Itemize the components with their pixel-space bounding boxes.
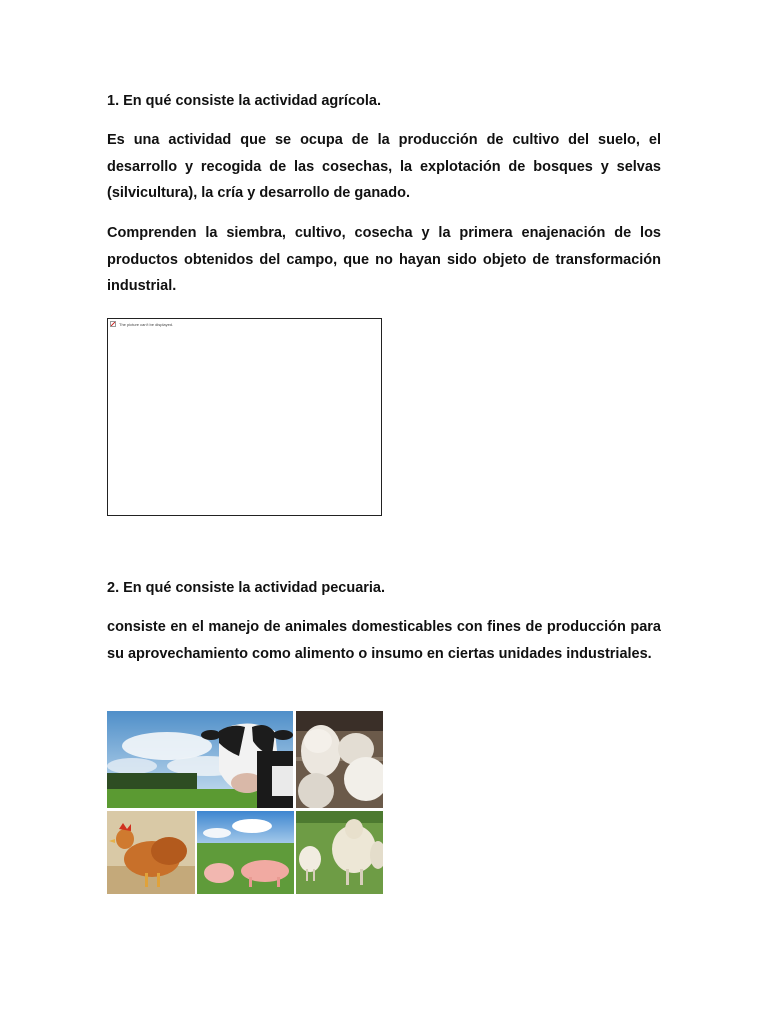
cow-photo — [107, 711, 293, 808]
answer-2-paragraph-1: consiste en el manejo de animales domesticables con fines de producción para su aprovechamiento como alimento o insumo en ciertas unidades industriales. — [107, 619, 661, 662]
hen-photo — [107, 811, 195, 894]
livestock-collage — [107, 711, 383, 894]
answer-1-paragraph-2: Comprenden la siembra, cultivo, cosecha y la primera enajenación de los productos obtenidos del campo, que no hayan sido objeto de transformación industrial. — [107, 225, 661, 294]
question-2-heading: 2. En qué consiste la actividad pecuaria. — [107, 580, 386, 596]
question-1-heading: 1. En qué consiste la actividad agrícola. — [107, 93, 381, 109]
pigs-photo — [197, 811, 294, 894]
sheep-photo — [296, 811, 383, 894]
broken-image-placeholder — [107, 318, 382, 516]
goats-photo — [296, 711, 383, 808]
answer-1-paragraph-1: Es una actividad que se ocupa de la producción de cultivo del suelo, el desarrollo y recogida de las cosechas, la explotación de bosques y selvas (silvicultura), la cría y desarrollo de ganado. — [107, 132, 661, 201]
broken-image-text: The picture can't be displayed. — [119, 321, 174, 327]
broken-image-icon — [110, 321, 116, 327]
